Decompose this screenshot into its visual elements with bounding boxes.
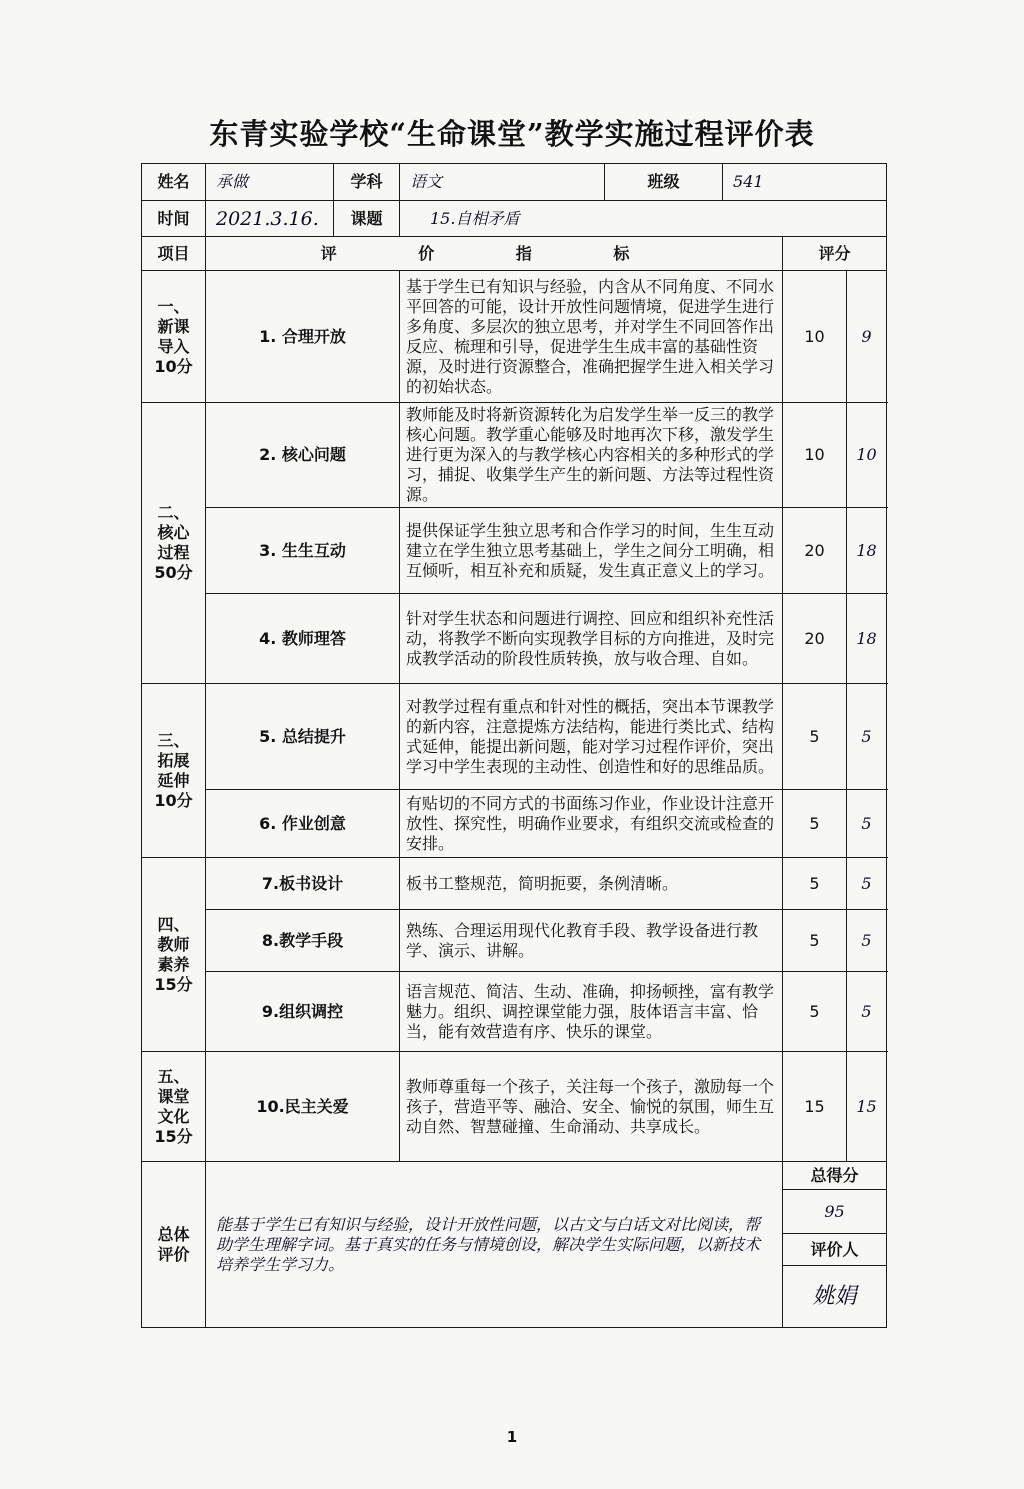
evaluator-label: 评价人 [783, 1234, 887, 1266]
full-score: 20 [783, 508, 847, 594]
criteria-row [142, 972, 887, 1052]
full-score: 5 [783, 910, 847, 972]
criteria-description: 基于学生已有知识与经验，内含从不同角度、不同水平回答的可能，设计开放性问题情境，促进学生进行多角度、多层次的独立思考，并对学生不同回答作出反应、梳理和引导，促进学生生成丰富的基础性资源，及时进行资源整合，准确把握学生进入相关学习的初始状态。 [400, 271, 783, 403]
evaluator-signature: 姚娟 [783, 1266, 887, 1328]
awarded-score: 5 [847, 790, 887, 858]
criteria-row [142, 910, 887, 972]
subject-value: 语文 [400, 164, 605, 201]
criteria-row [142, 403, 887, 508]
header-row-2 [142, 201, 887, 237]
total-score-value: 95 [783, 1190, 887, 1234]
criteria-row [142, 594, 887, 684]
section-label-line: 五、 [157, 1066, 190, 1086]
full-score: 5 [783, 684, 847, 790]
item-label: 5. 总结提升 [206, 684, 400, 790]
section-label-line: 过程 [157, 543, 190, 562]
overall-label-line: 评价 [157, 1244, 190, 1264]
section-label [142, 271, 206, 403]
full-score: 5 [783, 790, 847, 858]
total-label: 总得分 [783, 1162, 887, 1190]
section-label-line: 文化 [157, 1106, 190, 1126]
item-label: 2. 核心问题 [206, 403, 400, 508]
awarded-score: 15 [847, 1052, 887, 1162]
criteria-row [142, 684, 887, 790]
column-criteria [206, 237, 783, 271]
overall-label [142, 1162, 206, 1328]
header-row-1 [142, 164, 887, 201]
criteria-description: 语言规范、简洁、生动、准确，抑扬顿挫，富有教学魅力。组织、调控课堂能力强，肢体语言丰富、恰当，能有效营造有序、快乐的课堂。 [400, 972, 783, 1052]
section-label-line: 三、 [157, 730, 190, 750]
evaluation-table [141, 163, 887, 1328]
topic-label: 课题 [334, 201, 400, 237]
criteria-description: 板书工整规范，简明扼要，条例清晰。 [400, 858, 783, 910]
awarded-score: 5 [847, 910, 887, 972]
item-label: 6. 作业创意 [206, 790, 400, 858]
subject-label: 学科 [334, 164, 400, 201]
section-label-line: 一、 [157, 296, 190, 316]
name-label: 姓名 [142, 164, 206, 201]
item-label: 7.板书设计 [206, 858, 400, 910]
awarded-score: 5 [847, 972, 887, 1052]
section-label-line: 新课 [157, 316, 190, 336]
section-label-line: 教师 [157, 934, 190, 954]
section-label-line: 10分 [154, 356, 193, 376]
awarded-score: 5 [847, 858, 887, 910]
criteria-description: 针对学生状态和问题进行调控、回应和组织补充性活动，将教学不断向实现教学目标的方向推进，及时完成教学活动的阶段性质转换，放与收合理、自如。 [400, 594, 783, 684]
section-label [142, 403, 206, 684]
section-label-line: 四、 [157, 914, 190, 934]
form-title: 东青实验学校“生命课堂”教学实施过程评价表 [209, 117, 815, 151]
topic-value: 15.自相矛盾 [400, 201, 887, 237]
time-label: 时间 [142, 201, 206, 237]
item-label: 1. 合理开放 [206, 271, 400, 403]
section-label-line: 课堂 [157, 1086, 190, 1106]
full-score: 20 [783, 594, 847, 684]
full-score: 10 [783, 271, 847, 403]
awarded-score: 5 [847, 684, 887, 790]
criteria-description: 教师能及时将新资源转化为启发学生举一反三的教学核心问题。教学重心能够及时地再次下移，激发学生进行更为深入的与教学核心内容相关的多种形式的学习，捕捉、收集学生产生的新问题、方法等过程性资源。 [400, 403, 783, 508]
section-label-line: 拓展 [157, 750, 190, 770]
criteria-row [142, 508, 887, 594]
criteria-row [142, 1052, 887, 1162]
criteria-description: 提供保证学生独立思考和合作学习的时间，生生互动建立在学生独立思考基础上，学生之间分工明确，相互倾听，相互补充和质疑，发生真正意义上的学习。 [400, 508, 783, 594]
awarded-score: 9 [847, 271, 887, 403]
section-label-line: 素养 [157, 954, 190, 974]
section-label-line: 核心 [157, 523, 190, 542]
criteria-row [142, 271, 887, 403]
full-score: 15 [783, 1052, 847, 1162]
full-score: 5 [783, 858, 847, 910]
item-label: 10.民主关爱 [206, 1052, 400, 1162]
class-label: 班级 [605, 164, 723, 201]
class-value: 541 [723, 164, 887, 201]
item-label: 4. 教师理答 [206, 594, 400, 684]
section-label-line: 15分 [154, 974, 193, 994]
criteria-row [142, 858, 887, 910]
column-item: 项目 [142, 237, 206, 271]
item-label: 9.组织调控 [206, 972, 400, 1052]
column-criteria-text: 评 价 指 标 [320, 243, 668, 263]
section-label [142, 858, 206, 1052]
section-label-line: 二、 [157, 503, 190, 522]
time-value: 2021.3.16. [206, 201, 334, 237]
name-value: 承做 [206, 164, 334, 201]
section-label-line: 导入 [157, 336, 190, 356]
awarded-score: 10 [847, 403, 887, 508]
awarded-score: 18 [847, 594, 887, 684]
criteria-description: 有贴切的不同方式的书面练习作业，作业设计注意开放性、探究性，明确作业要求，有组织交流或检查的安排。 [400, 790, 783, 858]
item-label: 8.教学手段 [206, 910, 400, 972]
section-label [142, 1052, 206, 1162]
overall-row-1 [142, 1162, 887, 1190]
item-label: 3. 生生互动 [206, 508, 400, 594]
full-score: 5 [783, 972, 847, 1052]
section-label-line: 50分 [154, 563, 193, 582]
criteria-row [142, 790, 887, 858]
section-label-line: 10分 [154, 790, 193, 810]
criteria-description: 熟练、合理运用现代化教育手段、教学设备进行教学、演示、讲解。 [400, 910, 783, 972]
section-label-line: 延伸 [157, 770, 190, 790]
criteria-description: 教师尊重每一个孩子，关注每一个孩子，激励每一个孩子，营造平等、融洽、安全、愉悦的氛围，师生互动自然、智慧碰撞、生命涌动、共享成长。 [400, 1052, 783, 1162]
overall-label-line: 总体 [157, 1224, 190, 1244]
awarded-score: 18 [847, 508, 887, 594]
overall-comment: 能基于学生已有知识与经验，设计开放性问题，以古文与白话文对比阅读，帮助学生理解字词。基于真实的任务与情境创设，解决学生实际问题，以新技术培养学生学习力。 [206, 1162, 783, 1328]
column-score: 评分 [783, 237, 887, 271]
criteria-description: 对教学过程有重点和针对性的概括，突出本节课教学的新内容，注意提炼方法结构，能进行类比式、结构式延伸，能提出新问题，能对学习过程作评价，突出学习中学生表现的主动性、创造性和好的思维品质。 [400, 684, 783, 790]
section-label-line: 15分 [154, 1126, 193, 1146]
section-label [142, 684, 206, 858]
full-score: 10 [783, 403, 847, 508]
page-number: 1 [506, 1428, 518, 1446]
columns-row [142, 237, 887, 271]
